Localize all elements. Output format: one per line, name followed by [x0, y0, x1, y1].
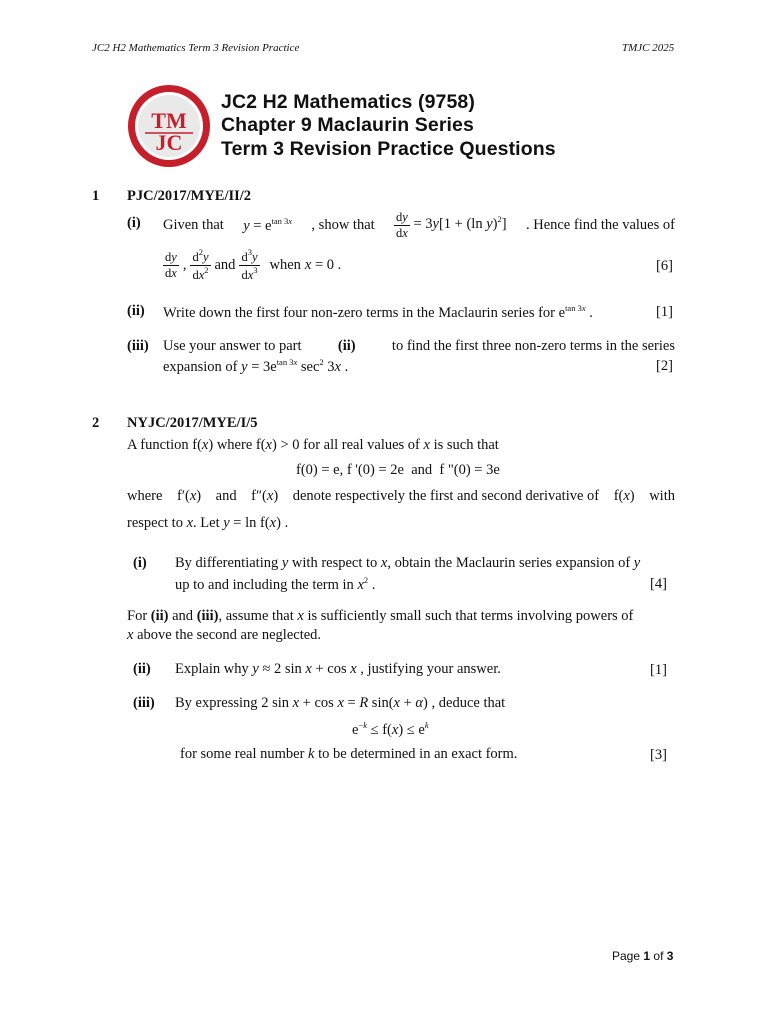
- q1-i-d2y-dx2: $\frac{d^2y}{dx^2}$: [192, 247, 209, 282]
- q1-i-equation-y: $y = e^{tan 3x}$: [243, 215, 293, 234]
- q2-iii-mark: [3]: [650, 747, 667, 763]
- q1-i-dy-dx: $\frac{dy}{dx}$: [165, 250, 177, 280]
- q1-i-text-a: Given that: [163, 216, 224, 233]
- q2-for-d: above the second are neglected.: [137, 627, 322, 643]
- page-prefix: Page: [612, 949, 641, 963]
- q2-intro-c: for all real values of: [303, 437, 420, 453]
- q2-part-iii-line3: for some real number k to be determined in an exact form.: [180, 746, 518, 762]
- q2-ii-approx: y ≈ 2 sin x + cos x: [252, 661, 357, 677]
- q1-iii-text-c: expansion of: [163, 359, 238, 375]
- q2-iii-text-b: , deduce that: [431, 695, 506, 711]
- svg-text:JC: JC: [155, 130, 183, 155]
- running-header-left: JC2 H2 Mathematics Term 3 Revision Practice: [92, 42, 300, 54]
- running-header-right: TMJC 2025: [622, 42, 675, 54]
- q2-for-line1: For (ii) and (iii), assume that x is sufficiently small such that terms involving powers of: [127, 608, 634, 624]
- q2-respect-line: respect to x. Let y = ln f(x) .: [127, 515, 289, 531]
- q2-ii-mark: [1]: [650, 662, 667, 678]
- q1-part-ii-text: [163, 304, 593, 321]
- q1-i-text-c: . Hence find the values of: [525, 216, 675, 233]
- q2-where-d: with: [649, 488, 675, 504]
- q2-where-line: [127, 489, 675, 504]
- q1-i-x-zero: x = 0 .: [304, 256, 342, 273]
- q2-for-c: is sufficiently small such that terms involving powers of: [307, 608, 634, 624]
- q1-i-text-d: and: [214, 256, 236, 273]
- q2-i-mark: [4]: [650, 576, 667, 592]
- q1-part-iii-line1: [163, 339, 675, 354]
- q2-respect-b: . Let: [193, 515, 220, 531]
- q2-for-b: , assume that: [218, 608, 294, 624]
- q2-part-i-line2: [175, 576, 375, 593]
- svg-text:TM: TM: [151, 108, 187, 133]
- page-total: 3: [666, 949, 674, 963]
- q2-respect-a: respect to: [127, 515, 183, 531]
- q2-ii-text-a: Explain why: [175, 661, 249, 677]
- q1-ii-expr: $e^{tan 3x}$ .: [558, 303, 593, 321]
- q1-source: PJC/2017/MYE/II/2: [127, 188, 252, 204]
- q1-iii-text-bold: (ii): [337, 338, 356, 354]
- q2-i-line1-b: with respect to: [291, 555, 378, 571]
- q2-fx: f(x): [192, 437, 217, 453]
- q2-f-prime: f′(x): [176, 488, 202, 504]
- q1-i-text-b: , show that: [311, 216, 375, 233]
- q2-where-c: denote respectively the first and second derivative of: [292, 488, 600, 504]
- q1-part-ii-label: (ii): [127, 303, 145, 319]
- q1-ii-text: Write down the first four non-zero terms in the Maclaurin series for: [163, 305, 555, 321]
- q2-ii-text-b: , justifying your answer.: [360, 661, 501, 677]
- q2-part-i-label: (i): [133, 555, 147, 571]
- q2-for-a: For: [127, 608, 148, 624]
- q1-iii-text-a: Use your answer to part: [163, 338, 302, 354]
- q2-intro: [127, 438, 499, 453]
- q2-intro-d: is such that: [433, 437, 499, 453]
- q2-i-x2: $x^2$ .: [357, 575, 376, 593]
- page-of: of: [653, 949, 664, 963]
- q2-iii-text-d: to be determined in an exact form.: [318, 746, 518, 762]
- q2-source: NYJC/2017/MYE/I/5: [127, 415, 258, 431]
- q2-for-and: and: [172, 608, 194, 624]
- q2-where-b: and: [215, 488, 237, 504]
- q2-intro-b: where: [216, 437, 253, 453]
- q2-i-line1-c: , obtain the Maclaurin series expansion of: [387, 555, 631, 571]
- q2-part-iii-label: (iii): [133, 695, 155, 711]
- q2-f-double-prime: f″(x): [251, 488, 279, 504]
- q2-part-iii-line1: [175, 696, 505, 711]
- q2-part-i-line1: By differentiating y with respect to x, obtain the Maclaurin series expansion of y: [175, 555, 641, 571]
- q1-part-iii-line2: [163, 358, 348, 375]
- q2-iii-text-a: By expressing: [175, 695, 258, 711]
- q2-fx-2: f(x): [613, 488, 635, 504]
- q2-where-a: where: [127, 488, 163, 504]
- q2-x: x: [423, 437, 434, 453]
- q1-i-equation-deriv: $\frac{dy}{dx}$ = 3y[1 + (ln y)$^2$]: [396, 210, 507, 240]
- title-line-3: Term 3 Revision Practice Questions: [221, 138, 556, 160]
- q2-for-ii: (ii): [150, 608, 169, 624]
- q2-i-line1-a: By differentiating: [175, 555, 279, 571]
- q2-part-ii-text: [175, 662, 501, 677]
- q1-number: 1: [92, 188, 100, 204]
- q1-iii-mark: [2]: [656, 358, 673, 374]
- q1-i-text-e: when: [269, 256, 301, 273]
- q2-intro-a: A function: [127, 437, 189, 453]
- q1-ii-mark: [1]: [656, 304, 673, 320]
- q2-i-line2: up to and including the term in: [175, 577, 354, 593]
- q1-part-i-line2: $\frac{dy}{dx}$ , $\frac{d^2y}{dx^2}$ and $\frac{d^3y}{dx^3}$ when x = 0 .: [165, 247, 342, 282]
- q2-for-iii: (iii): [196, 608, 219, 624]
- q2-for-line2: x above the second are neglected.: [127, 627, 322, 643]
- q1-part-iii-label: (iii): [127, 338, 149, 354]
- q2-initial-conditions: f(0) = e, f '(0) = 2e and f "(0) = 3e: [296, 462, 500, 478]
- q2-intro-e: and: [411, 462, 433, 478]
- college-logo: [127, 84, 211, 168]
- q2-iii-rform: 2 sin x + cos x = R sin(x + α): [261, 695, 432, 711]
- q2-fx-positive: f(x) > 0: [255, 437, 304, 453]
- q1-part-i-line1: [163, 205, 675, 245]
- q1-i-mark: [6]: [656, 258, 673, 274]
- title-line-1: JC2 H2 Mathematics (9758): [221, 91, 475, 113]
- page-num: 1: [643, 949, 651, 963]
- q2-part-ii-label: (ii): [133, 661, 151, 677]
- q1-iii-text-b: to find the first three non-zero terms in the series: [391, 338, 675, 354]
- page-number: [612, 949, 673, 963]
- q2-iii-inequality: $e^{-k} \le f(x) \le e^k$: [352, 720, 429, 738]
- q2-number: 2: [92, 415, 100, 431]
- q2-iii-text-c: for some real number: [180, 746, 305, 762]
- title-line-2: Chapter 9 Maclaurin Series: [221, 114, 474, 136]
- q1-iii-expr: $y = 3e^{tan 3x}$ $\sec^2 3x$ .: [241, 357, 349, 375]
- q1-part-i-label: (i): [127, 215, 141, 231]
- q1-i-d3y-dx3: $\frac{d^3y}{dx^3}$: [241, 247, 258, 282]
- q2-y-def: y = ln f(x) .: [223, 515, 289, 531]
